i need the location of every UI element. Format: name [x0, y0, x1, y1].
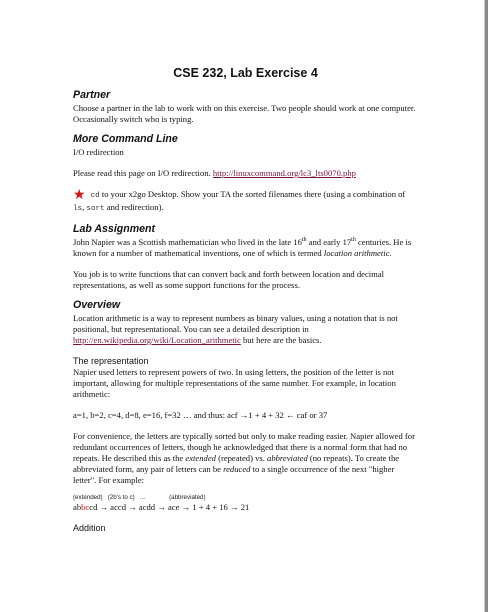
conv-text-b: (repeated) vs. — [215, 453, 268, 463]
read-prefix: Please read this page on I/O redirection. — [73, 168, 213, 178]
task-text-a: to your x2go Desktop. Show your TA the sorted filenames there (using a combination of — [99, 189, 406, 199]
conv-text-c: (no repeats). To create the abbreviated form, any pair of letters can be — [73, 453, 400, 474]
abbreviated-term: abbreviated — [267, 453, 308, 463]
lab-assignment-heading: Lab Assignment — [73, 223, 156, 235]
cd-code: cd — [90, 192, 100, 200]
addition-heading: Addition — [73, 523, 106, 533]
io-redirection-subheading: I/O redirection — [73, 147, 124, 157]
convenience-text — [73, 431, 418, 486]
napier-text-c: centuries. He is known for a number of mathematical inventions, one of which is termed — [73, 237, 412, 258]
page-content — [73, 66, 418, 534]
io-redirection-link[interactable]: http://linuxcommand.org/lc3_lts0070.php — [212, 168, 356, 178]
representation-text: Napier used letters to represent powers of two. In using letters, the position of the letter is not important, allowing for multiple representations of the same number. For example, in location arithmetic: — [73, 367, 396, 399]
wikipedia-link[interactable]: http://en.wikipedia.org/wiki/Location_arithmetic — [73, 335, 241, 345]
sup-th-2: th — [351, 237, 356, 244]
sort-code: sort — [86, 205, 105, 213]
example-suffix: cd → accd → acdd → ace → 1 + 4 + 16 → 21 — [89, 502, 250, 512]
napier-text-b: and early 17 — [306, 237, 352, 247]
read-instruction — [73, 168, 418, 179]
representation-heading: The representation — [73, 356, 149, 366]
command-line-heading: More Command Line — [73, 133, 178, 145]
ls-code: ls — [73, 205, 83, 213]
reduced-term: reduced — [223, 464, 251, 474]
napier-intro — [73, 237, 418, 259]
conv-text-a: For convenience, the letters are typically sorted but only to make reading easier. Napier allowed for redundant occurrences of letters, though he acknowledged that there is a normal form that had no repeats. He described this as the — [73, 431, 415, 463]
example-highlight: bc — [81, 502, 90, 512]
sup-th-1: th — [301, 237, 307, 244]
extended-term: extended — [185, 453, 216, 463]
napier-text-a: John Napier was a Scottish mathematician who lived in the late 16 — [73, 237, 302, 247]
location-arithmetic-term: location arithmetic. — [323, 248, 392, 258]
partner-text: Choose a partner in the lab to work with on this exercise. Two people should work at one computer. Occasionally switch who is typing. — [73, 103, 416, 124]
overview-text-b: but here are the basics. — [240, 335, 322, 345]
overview-heading: Overview — [73, 299, 121, 311]
job-description: You job is to write functions that can convert back and forth between location and decimal representations, as well as some support functions for the process. — [73, 269, 385, 290]
task-text-c: and redirection). — [104, 202, 164, 212]
example-labels: (extended) (2b's to c) ... (abbreviated) — [73, 494, 206, 501]
task-text-b: , — [82, 202, 87, 212]
cd-task — [73, 189, 418, 215]
overview-text — [73, 313, 418, 346]
letter-values-line: a=1, b=2, c=4, d=8, e=16, f=32 … and thus: acf →1 + 4 + 32 ← caf or 37 — [73, 410, 328, 420]
partner-heading: Partner — [73, 89, 111, 101]
page-title: CSE 232, Lab Exercise 4 — [173, 66, 318, 80]
example-line — [73, 502, 418, 513]
example-prefix: ab — [73, 502, 82, 512]
conv-text-d: to a single occurrence of the next "higher letter". For example: — [73, 464, 395, 485]
overview-text-a: Location arithmetic is a way to represent numbers as binary values, using a notation that is not positional, but representational. You can see a detailed description in — [73, 313, 398, 334]
star-icon: ★ — [73, 188, 86, 203]
